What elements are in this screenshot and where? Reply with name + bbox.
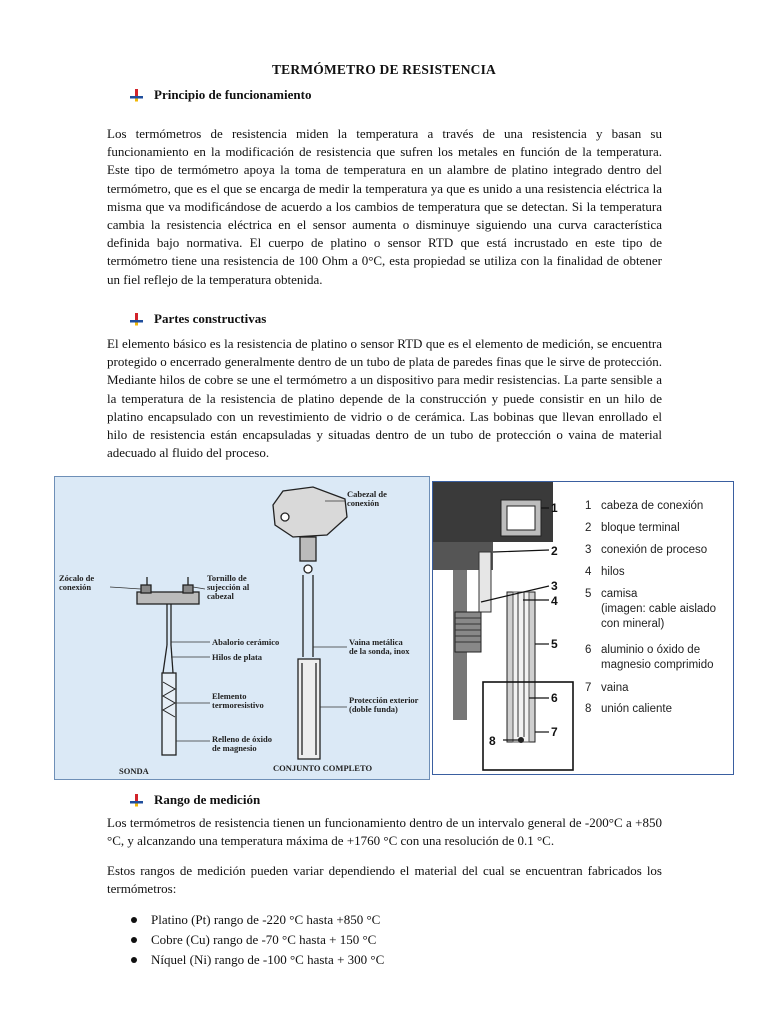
legend-num-5: 5	[585, 588, 592, 600]
legend-text-5: camisa (imagen: cable aislado con mineral)	[601, 588, 717, 630]
callout-5: 5	[551, 637, 558, 651]
document-title: TERMÓMETRO DE RESISTENCIA	[271, 62, 497, 77]
callout-7: 7	[551, 725, 558, 739]
label-relleno: Relleno de óxido de magnesio	[212, 734, 272, 753]
legend-num-3: 3	[585, 544, 592, 556]
figure-sonda-conjunto	[54, 476, 430, 780]
paragraph-rango-1: Los termómetros de resistencia tienen un funcionamiento dentro de un intervalo general de -200°C a +850 °C, y alcanzando una temperatura máxima de +1760 °C con una resolución de 0.1 °C.	[107, 815, 662, 849]
legend-text-3: conexión de proceso	[601, 544, 708, 556]
label-zocalo: Zócalo de conexión	[59, 573, 95, 592]
list-item: Platino (Pt) rango de -220 °C hasta +850 °C	[107, 910, 662, 930]
legend-text-8: unión caliente	[601, 703, 672, 715]
legend-num-2: 2	[585, 522, 592, 534]
callout-3: 3	[551, 579, 558, 593]
paragraph-rango-2: Estos rangos de medición pueden variar dependiendo el material del cual se encuentran fabricados los termómetros:	[107, 863, 662, 897]
legend-num-1: 1	[585, 500, 592, 512]
label-tornillo: Tornillo de sujección al cabezal	[207, 573, 250, 601]
figure-rtd-cutaway	[432, 481, 734, 775]
label-cabezal: Cabezal de conexión	[347, 489, 387, 508]
label-proteccion: Protección exterior (doble funda)	[349, 695, 419, 714]
legend-text-7: vaina	[601, 682, 629, 694]
label-vaina: Vaina metálica de la sonda, inox	[349, 637, 410, 656]
pushpin-bullet-icon	[128, 312, 146, 326]
section-heading-rango	[128, 792, 260, 808]
paragraph-principio: Los termómetros de resistencia miden la temperatura a través de una resistencia y basan su funcionamiento en la modificación de resistencia que sufren los metales en función de la temperatura. Este tipo de termómetro apoya la toma de temperatura en un alambre de platino integrado dentro del termómetro, que es el que se encarga de medir la temperatura ya que es unido a una resistencia eléctrica la misma que va modificándose de acuerdo a los cambios de temperatura que se detectan. Si la temperatura cambia la resistencia eléctrica en el sensor aumenta o disminuye siguiendo una curva característica definida bajo normativa. El cuerpo de platino o sensor RTD que está incrustado en este tipo de termómetro tiene una resistencia de 100 Ohm a 0°C, esta propiedad se utiliza con la finalidad de obtener un fiel reflejo de la temperatura obtenida.	[107, 126, 662, 287]
legend-num-7: 7	[585, 682, 592, 694]
callout-4: 4	[551, 594, 558, 608]
legend-num-8: 8	[585, 703, 592, 715]
legend-text-1: cabeza de conexión	[601, 500, 704, 512]
paragraph-partes: El elemento básico es la resistencia de platino o sensor RTD que es el elemento de medición, se encuentra protegido o encerrado generalmente dentro de un tubo de plata de paredes finas que le sirve de protección. Mediante hilos de cobre se une el termómetro a un dispositivo para medir resistencias. La parte sensible a la temperatura de la resistencia de platino depende de la construcción y puede consistir en un hilo de platino encapsulado con un revestimiento de vidrio o de cerámica. Las bobinas que llevan enrollado el hilo de resistencia están encapsuladas y situadas dentro de un tubo de protección o vaina de material adecuado al fluido del proceso.	[107, 336, 662, 461]
legend-text-4: hilos	[601, 566, 625, 578]
list-item: Cobre (Cu) rango de -70 °C hasta + 150 °C	[107, 930, 662, 950]
legend-text-6: aluminio o óxido de magnesio comprimido	[601, 644, 714, 671]
material-range-list	[107, 910, 662, 970]
label-elemento: Elemento termoresistivo	[212, 691, 264, 710]
label-abalorio: Abalorio cerámico	[212, 637, 280, 647]
sonda-diagram	[55, 477, 429, 779]
label-sonda: SONDA	[119, 766, 149, 776]
callout-2: 2	[551, 544, 558, 558]
label-hilos: Hilos de plata	[212, 652, 263, 662]
rtd-cutaway-diagram	[433, 482, 733, 774]
legend-num-4: 4	[585, 566, 592, 578]
section-heading-label: Rango de medición	[154, 792, 261, 807]
legend-num-6: 6	[585, 644, 592, 656]
section-heading-label: Partes constructivas	[154, 311, 267, 326]
callout-1: 1	[551, 501, 558, 515]
legend-text-2: bloque terminal	[601, 522, 680, 534]
section-heading-partes	[128, 311, 266, 327]
list-item: Níquel (Ni) rango de -100 °C hasta + 300 °C	[107, 950, 662, 970]
section-heading-label: Principio de funcionamiento	[154, 87, 312, 102]
pushpin-bullet-icon	[128, 793, 146, 807]
callout-6: 6	[551, 691, 558, 705]
label-conjunto: CONJUNTO COMPLETO	[273, 763, 373, 773]
section-heading-principio	[128, 87, 311, 103]
callout-8: 8	[489, 734, 496, 748]
pushpin-bullet-icon	[128, 88, 146, 102]
